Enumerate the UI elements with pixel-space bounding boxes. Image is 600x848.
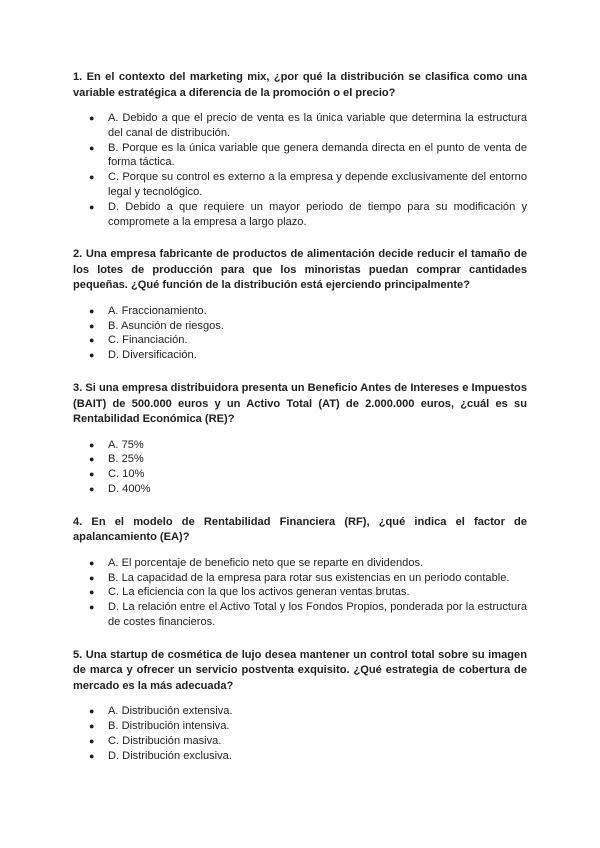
question-5-option-a	[73, 704, 527, 719]
question-5-option-d	[73, 749, 527, 764]
option-text: D. Diversificación.	[108, 349, 197, 362]
question-1-option-b	[73, 141, 527, 171]
bullet-icon: ●	[89, 483, 95, 494]
question-1-options	[73, 111, 527, 229]
bullet-icon: ●	[89, 113, 95, 123]
question-4-options	[73, 556, 527, 630]
option-text: D. Debido a que requiere un mayor periodo de tiempo para su modificación y compromete a la empresa a largo plazo.	[108, 200, 527, 228]
bullet-icon: ●	[89, 335, 95, 346]
question-3-option-a	[73, 438, 527, 453]
bullet-icon: ●	[89, 750, 95, 761]
question-2-option-c	[73, 333, 527, 348]
question-3-option-d	[73, 482, 527, 497]
bullet-icon: ●	[89, 439, 95, 450]
question-5-text: 5. Una startup de cosmética de lujo desea mantener un control total sobre su imagen de marca y ofrecer un servicio postventa exquisito. ¿Qué estrategia de cobertura de mercado es la más adecuada?	[73, 648, 527, 692]
question-2-options	[73, 304, 527, 363]
option-text: B. Porque es la única variable que genera demanda directa en el punto de venta de forma táctica.	[108, 141, 527, 169]
option-text: D. Distribución exclusiva.	[108, 749, 232, 762]
question-4-option-d	[73, 600, 527, 630]
bullet-icon: ●	[89, 706, 95, 717]
question-4	[73, 515, 527, 630]
question-4-option-a	[73, 556, 527, 571]
question-5-option-b	[73, 719, 527, 734]
bullet-icon: ●	[89, 721, 95, 732]
option-text: A. Debido a que el precio de venta es la única variable que determina la estructura del canal de distribución.	[108, 112, 527, 139]
option-text: A. El porcentaje de beneficio neto que se reparte en dividendos.	[108, 556, 424, 569]
bullet-icon: ●	[89, 602, 95, 613]
option-text: C. 10%	[108, 468, 145, 481]
option-text: D. La relación entre el Activo Total y los Fondos Propios, ponderada por la estructura de costes financieros.	[108, 601, 527, 628]
option-text: D. 400%	[108, 482, 151, 495]
question-2-option-d	[73, 348, 527, 363]
bullet-icon: ●	[89, 557, 95, 568]
bullet-icon: ●	[89, 142, 95, 153]
bullet-icon: ●	[89, 454, 95, 465]
question-1-option-a	[73, 111, 527, 141]
option-text: C. Financiación.	[108, 334, 188, 347]
question-3-option-b	[73, 452, 527, 467]
question-1-option-c	[73, 170, 527, 200]
question-1-text: 1. En el contexto del marketing mix, ¿por qué la distribución se clasifica como una variable estratégica a diferencia de la promoción o el precio?	[73, 71, 527, 99]
bullet-icon: ●	[89, 172, 95, 183]
question-4-text: 4. En el modelo de Rentabilidad Financiera (RF), ¿qué indica el factor de apalancamiento (EA)?	[73, 515, 527, 544]
question-3-option-c	[73, 467, 527, 482]
question-2-option-a	[73, 304, 527, 319]
question-2	[73, 247, 527, 363]
option-text: C. La eficiencia con la que los activos generan ventas brutas.	[108, 586, 410, 599]
question-1-option-d	[73, 200, 527, 230]
bullet-icon: ●	[89, 305, 95, 316]
question-3-text: 3. Si una empresa distribuidora presenta un Beneficio Antes de Intereses e Impuestos (BAIT) de 500.000 euros y un Activo Total (AT) de 2.000.000 euros, ¿cuál es su Rentabilidad Económica (RE)?	[73, 382, 527, 426]
question-5-option-c	[73, 734, 527, 749]
bullet-icon: ●	[89, 572, 95, 583]
question-2-option-b	[73, 319, 527, 334]
option-text: A. Fraccionamiento.	[108, 304, 207, 317]
option-text: A. 75%	[108, 438, 144, 451]
bullet-icon: ●	[89, 350, 95, 361]
bullet-icon: ●	[89, 201, 95, 212]
option-text: C. Distribución masiva.	[108, 734, 222, 747]
bullet-icon: ●	[89, 587, 95, 598]
option-text: B. Distribución intensiva.	[108, 720, 230, 733]
bullet-icon: ●	[89, 735, 95, 746]
bullet-icon: ●	[89, 320, 95, 331]
option-text: C. Porque su control es externo a la empresa y depende exclusivamente del entorno legal y tecnológico.	[108, 171, 527, 198]
question-4-option-c	[73, 585, 527, 600]
bullet-icon: ●	[89, 469, 95, 480]
option-text: B. 25%	[108, 453, 144, 466]
question-5	[73, 648, 527, 764]
option-text: B. Asunción de riesgos.	[108, 319, 224, 332]
option-text: B. La capacidad de la empresa para rotar sus existencias en un periodo contable.	[108, 571, 510, 584]
question-4-option-b	[73, 571, 527, 586]
question-1	[73, 70, 527, 229]
question-5-options	[73, 704, 527, 763]
question-2-text: 2. Una empresa fabricante de productos de alimentación decide reducir el tamaño de los lotes de producción para que los minoristas puedan comprar cantidades pequeñas. ¿Qué función de la distribución está ejerciendo principalmente?	[73, 248, 527, 292]
question-3	[73, 381, 527, 497]
question-3-options	[73, 438, 527, 497]
option-text: A. Distribución extensiva.	[108, 705, 233, 718]
